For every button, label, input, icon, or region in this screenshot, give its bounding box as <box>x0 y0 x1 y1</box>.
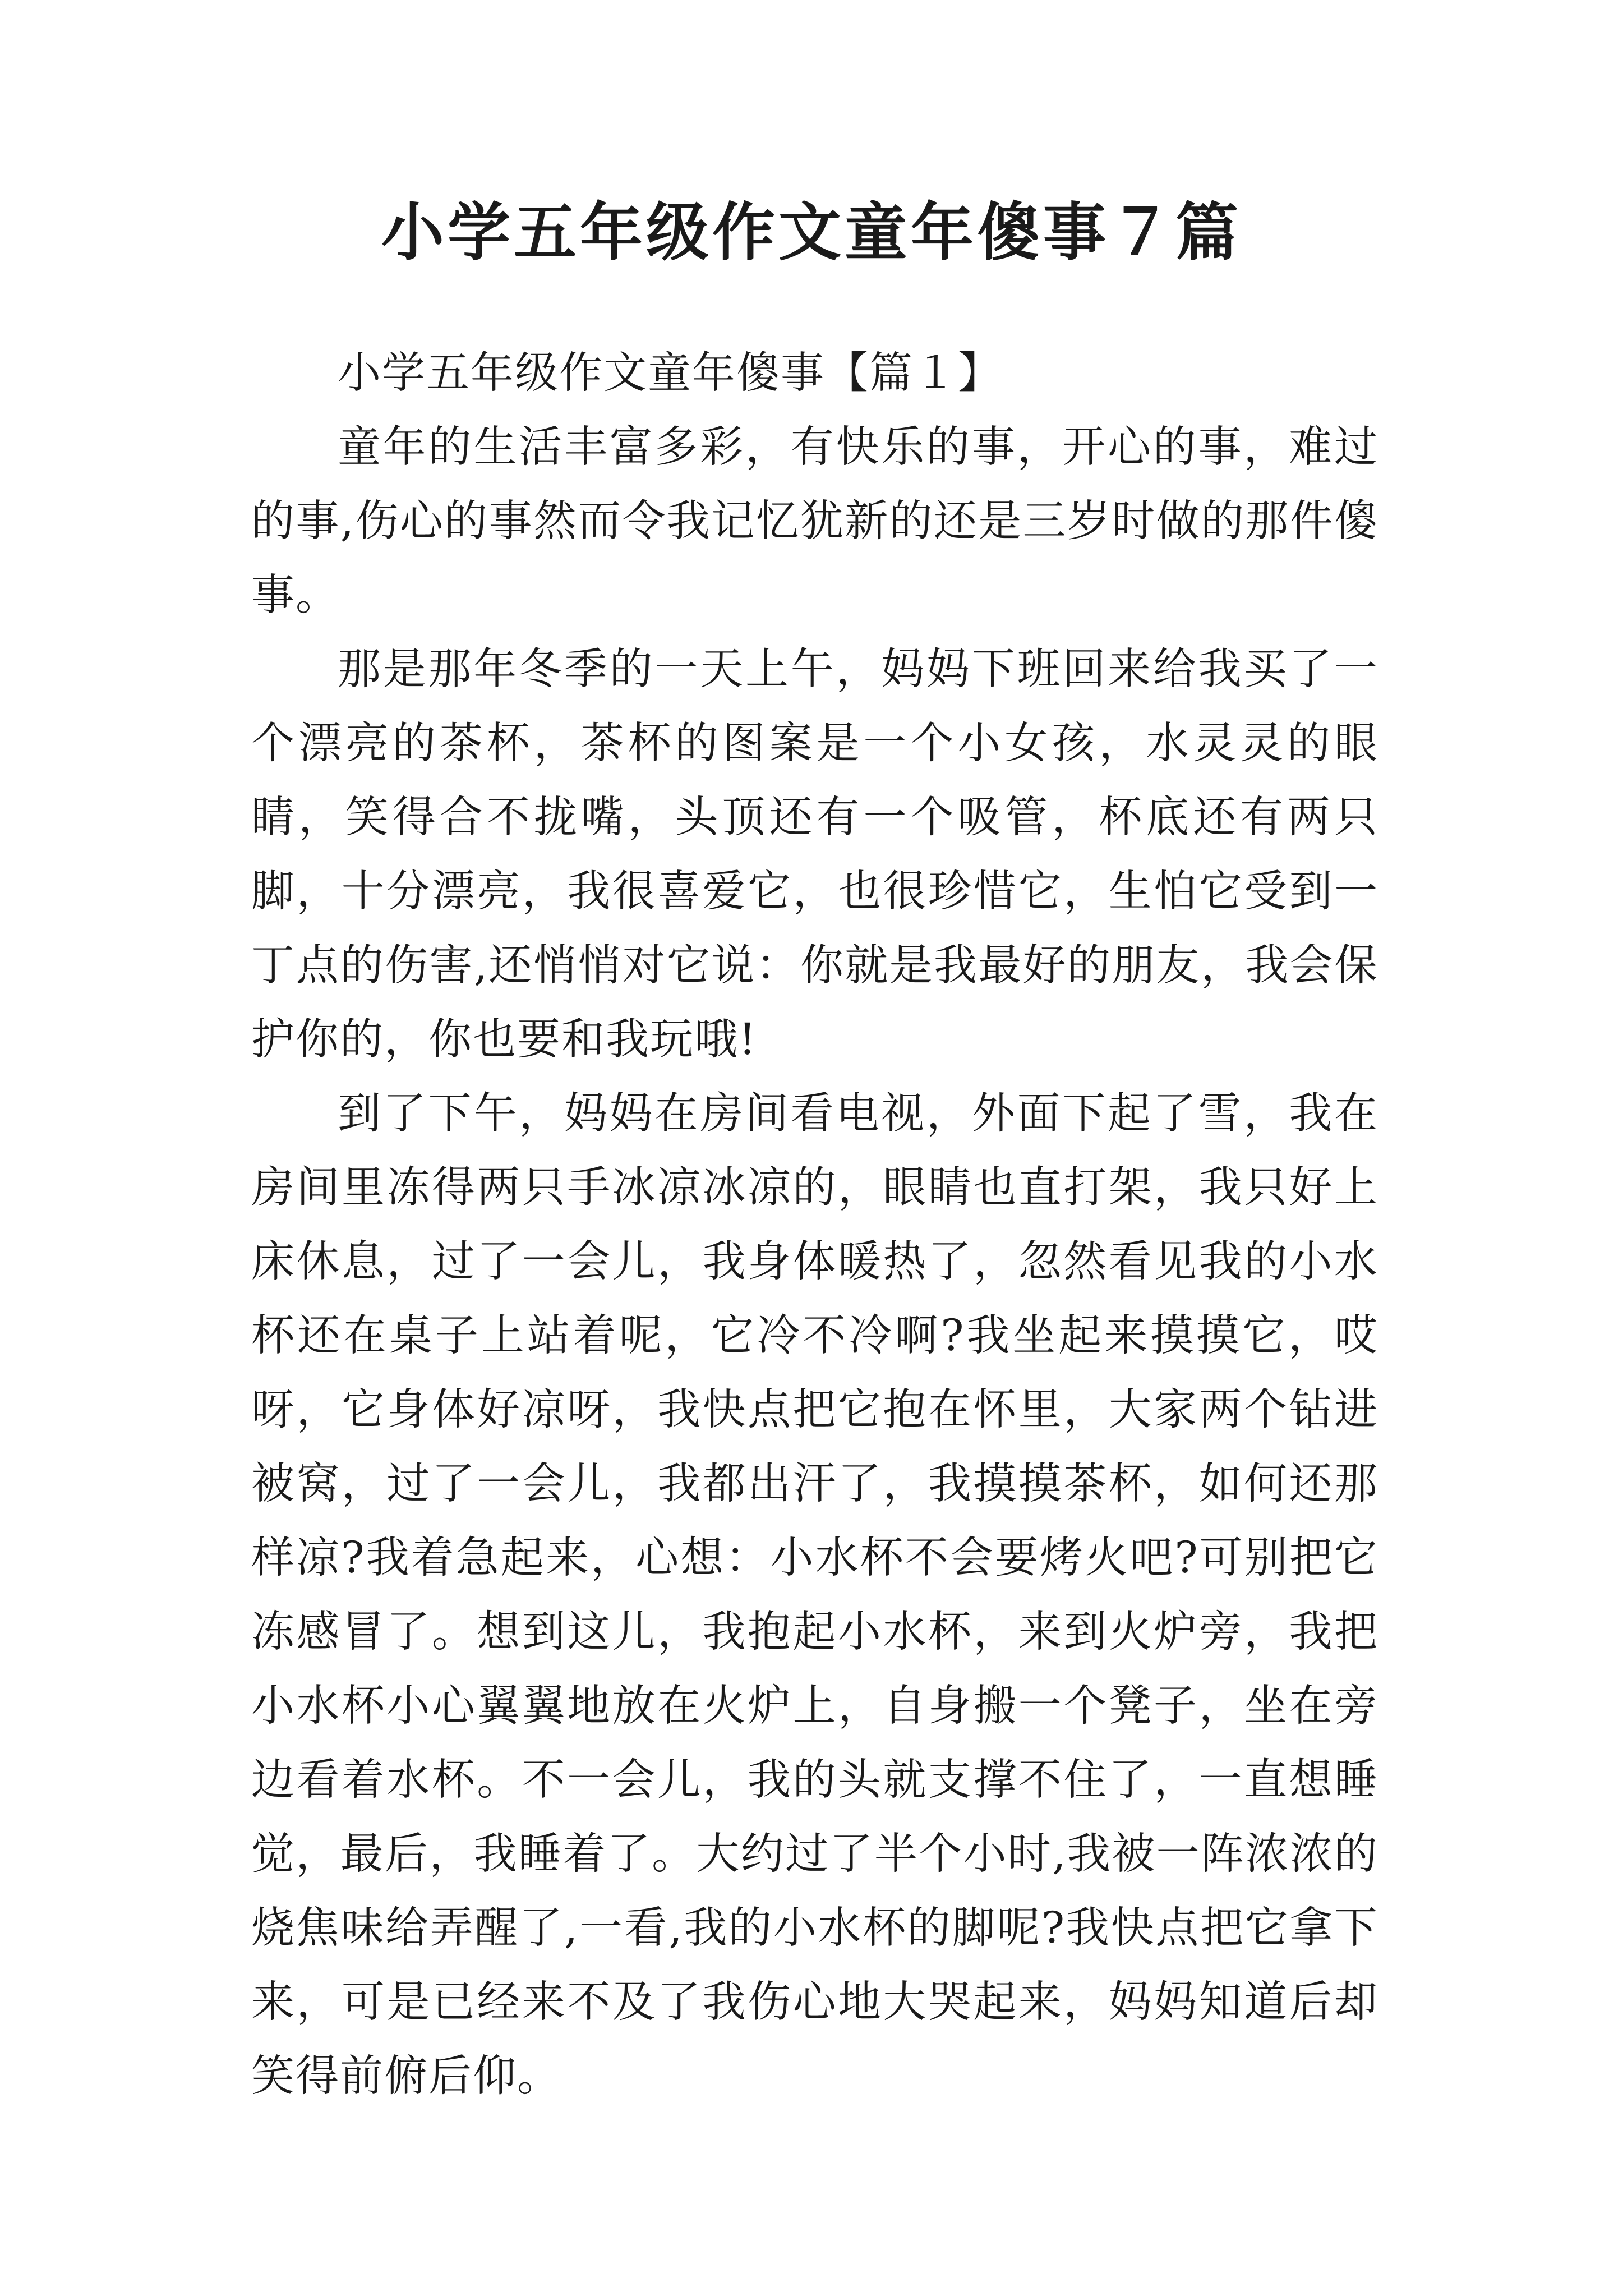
section-heading: 小学五年级作文童年傻事【篇１】 <box>338 348 1002 398</box>
paragraph: 到了下午，妈妈在房间看电视，外面下起了雪，我在房间里冻得两只手冰凉冰凉的，眼睛也直打架，我只好上床休息，过了一会儿，我身体暖热了，忽然看见我的小水杯还在桌子上站着呢，它冷不冷啊?我坐起来摸摸它，哎呀，它身体好凉呀，我快点把它抱在怀里，大家两个钻进被窝，过了一会儿，我都出汗了，我摸摸茶杯，如何还那样凉?我着急起来，心想：小水杯不会要烤火吧?可别把它冻感冒了。想到这儿，我抱起小水杯，来到火炉旁，我把小水杯小心翼翼地放在火炉上，自身搬一个凳子，坐在旁边看着水杯。不一会儿，我的头就支撑不住了，一直想睡觉，最后，我睡着了。大约过了半个小时,我被一阵浓浓的烧焦味给弄醒了,一看,我的小水杯的脚呢?我快点把它拿下来，可是已经来不及了我伤心地大哭起来，妈妈知道后却笑得前俯后仰。 <box>251 1089 1378 2101</box>
paragraph: 童年的生活丰富多彩，有快乐的事，开心的事，难过的事,伤心的事然而令我记忆犹新的还是三岁时做的那件傻事。 <box>251 422 1378 620</box>
document-title: 小学五年级作文童年傻事７篇 <box>381 196 1242 269</box>
paragraph: 那是那年冬季的一天上午，妈妈下班回来给我买了一个漂亮的茶杯，茶杯的图案是一个小女孩，水灵灵的眼睛，笑得合不拢嘴，头顶还有一个吸管，杯底还有两只脚，十分漂亮，我很喜爱它，也很珍惜它，生怕它受到一丁点的伤害,还悄悄对它说：你就是我最好的朋友，我会保护你的，你也要和我玩哦! <box>251 645 1378 1065</box>
document-body <box>251 337 1378 2114</box>
